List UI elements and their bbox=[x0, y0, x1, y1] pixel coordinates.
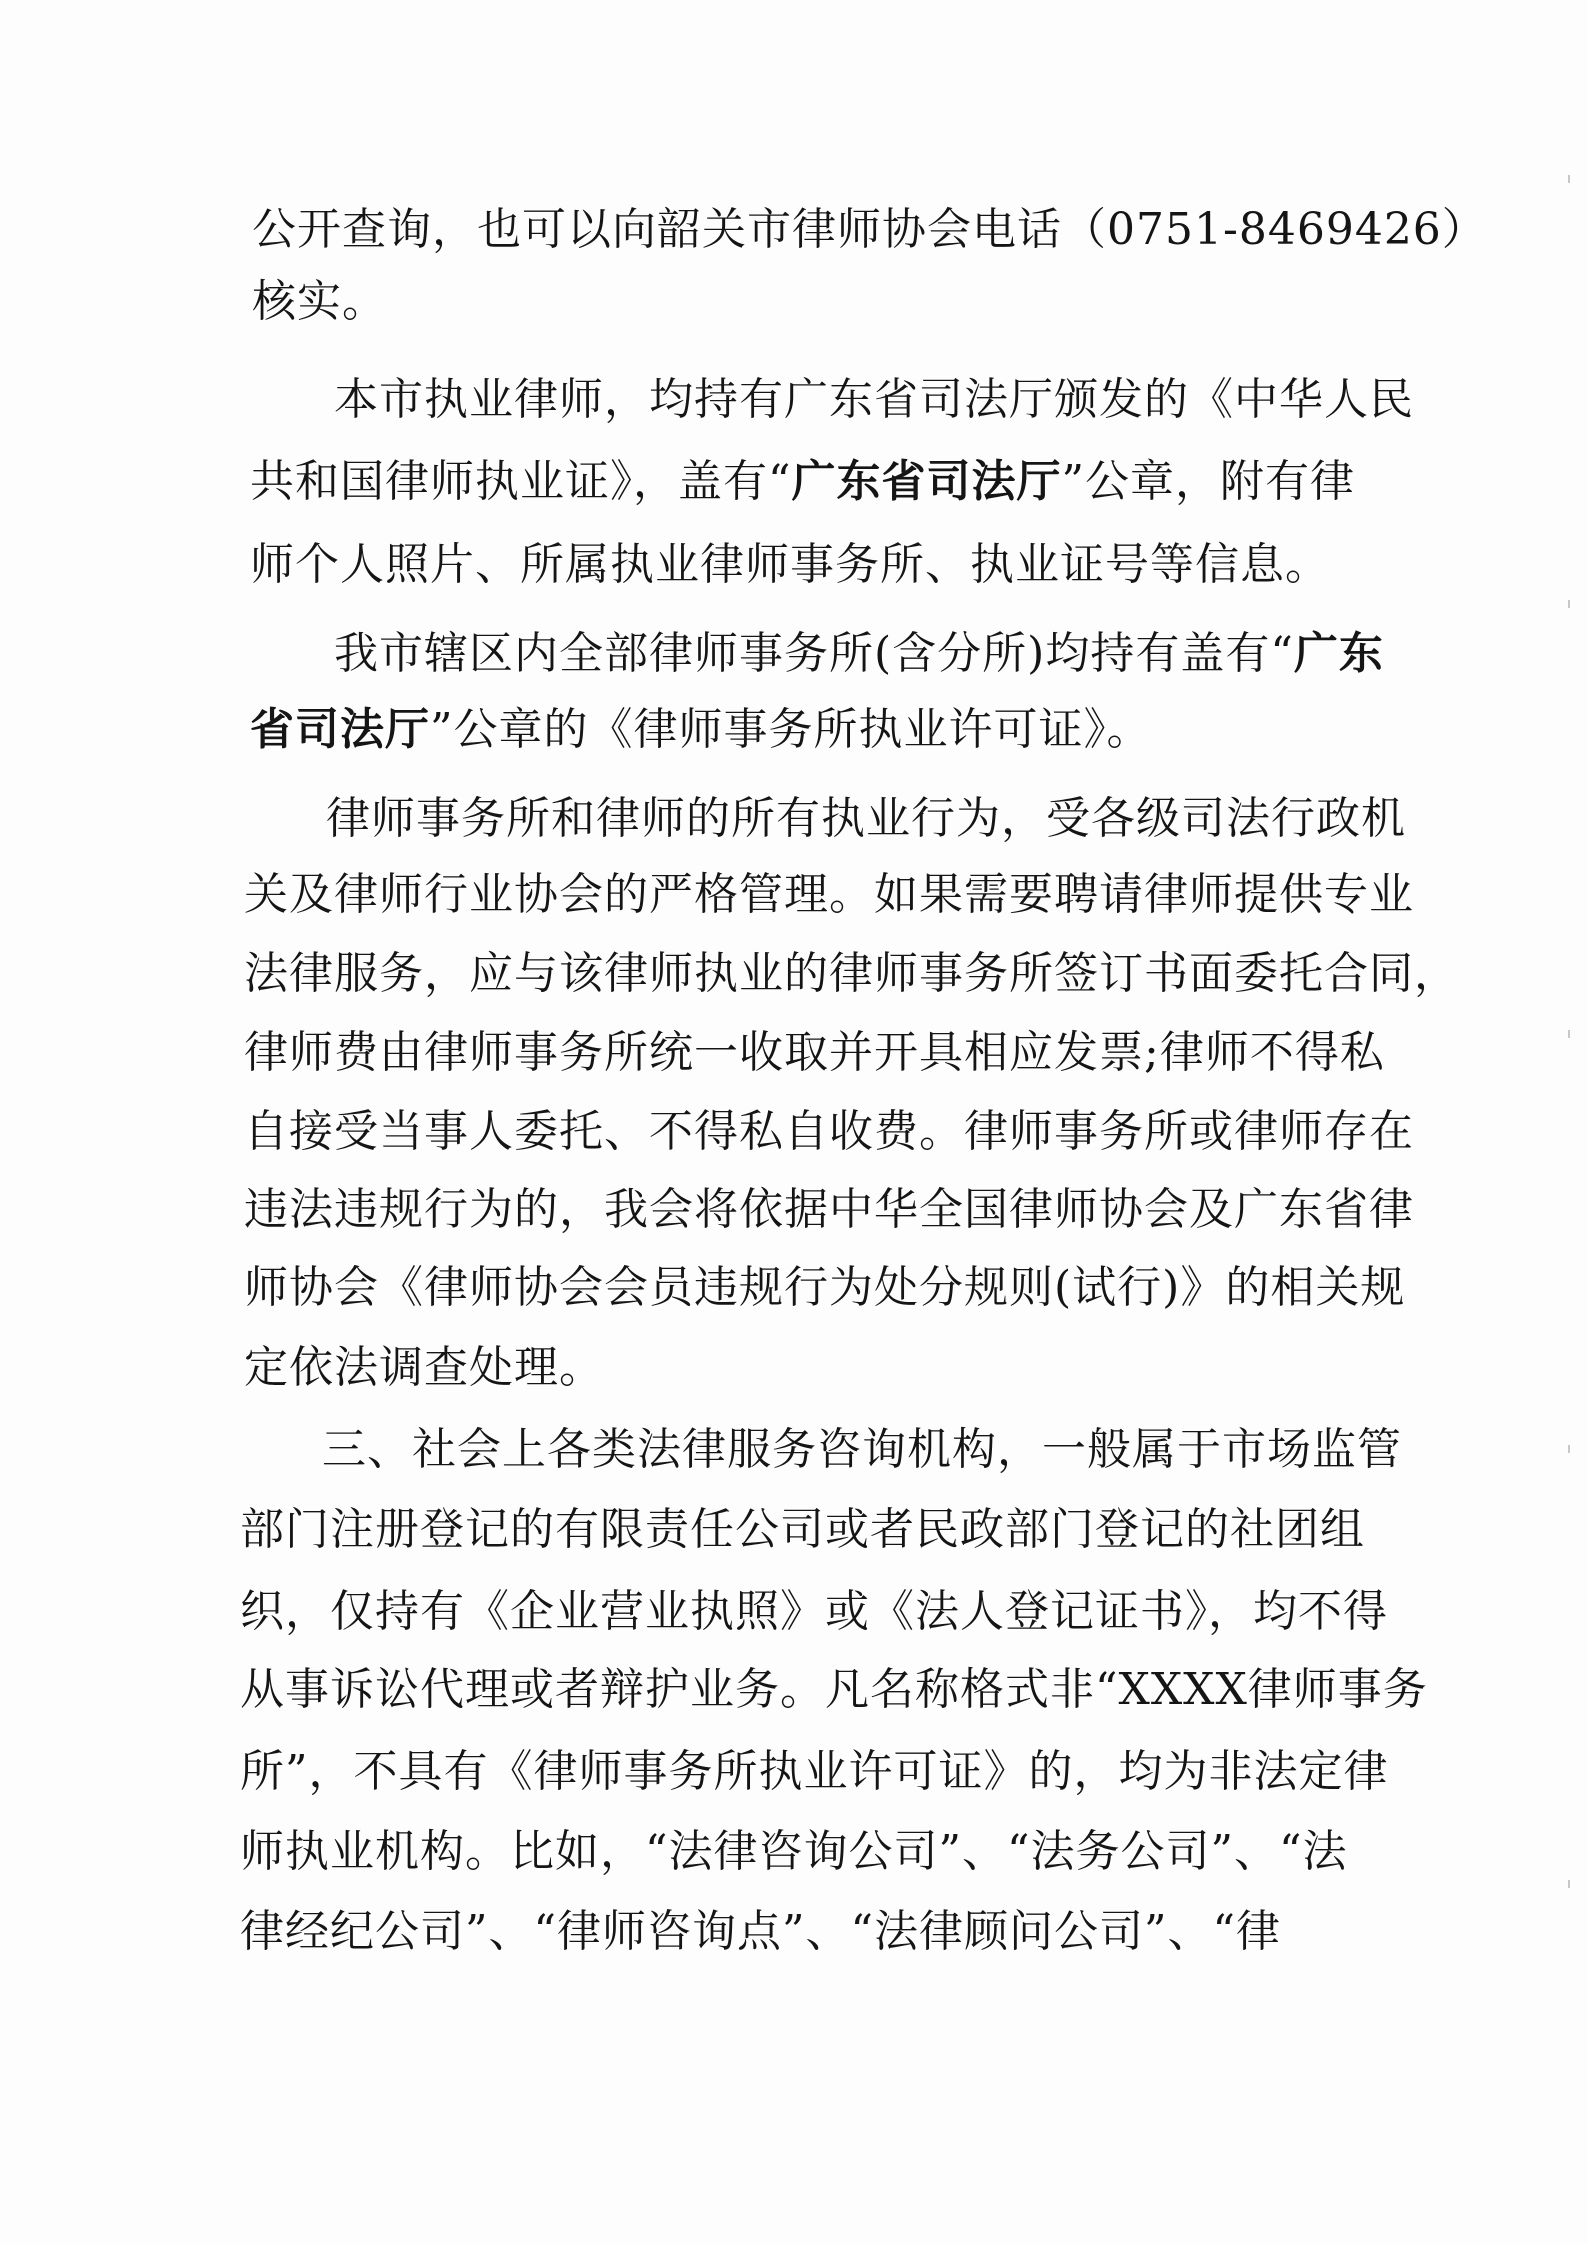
text-line: 师协会《律师协会会员违规行为处分规则(试行)》的相关规 bbox=[244, 1262, 1406, 1313]
text-line: 三、社会上各类法律服务咨询机构，一般属于市场监管 bbox=[322, 1424, 1402, 1475]
text-line bbox=[250, 700, 1152, 760]
text-line bbox=[334, 624, 1384, 684]
text-line: 定依法调查处理。 bbox=[244, 1342, 604, 1393]
text-segment: ”公章，附有律 bbox=[1061, 456, 1355, 507]
text-line: 法律服务，应与该律师执业的律师事务所签订书面委托合同， bbox=[244, 948, 1459, 999]
text-line: 公开查询，也可以向韶关市律师协会电话（0751-8469426） bbox=[252, 204, 1487, 255]
bold-text-segment: 广东 bbox=[1293, 628, 1384, 679]
text-line: 自接受当事人委托、不得私自收费。律师事务所或律师存在 bbox=[244, 1106, 1414, 1157]
text-segment: 我市辖区内全部律师事务所(含分所)均持有盖有“ bbox=[334, 628, 1294, 679]
scan-mark bbox=[1568, 175, 1570, 183]
text-line: 关及律师行业协会的严格管理。如果需要聘请律师提供专业 bbox=[244, 869, 1414, 920]
text-segment: 共和国律师执业证》，盖有“ bbox=[250, 456, 792, 507]
bold-text-segment: 广东省司法厅 bbox=[791, 456, 1062, 507]
bold-text-segment: 省司法厅 bbox=[250, 704, 430, 755]
scan-mark bbox=[1568, 1030, 1570, 1038]
text-line: 律师费由律师事务所统一收取并开具相应发票;律师不得私 bbox=[244, 1027, 1385, 1078]
text-line bbox=[250, 452, 1355, 512]
text-line: 师执业机构。比如，“法律咨询公司”、“法务公司”、“法 bbox=[240, 1826, 1348, 1877]
scan-mark bbox=[1568, 600, 1570, 608]
text-line: 织，仅持有《企业营业执照》或《法人登记证书》，均不得 bbox=[240, 1586, 1388, 1637]
text-line: 本市执业律师，均持有广东省司法厅颁发的《中华人民 bbox=[334, 374, 1414, 425]
text-line: 核实。 bbox=[252, 276, 387, 327]
text-line: 律经纪公司”、“律师咨询点”、“法律顾问公司”、“律 bbox=[240, 1906, 1281, 1957]
text-line: 违法违规行为的，我会将依据中华全国律师协会及广东省律 bbox=[244, 1184, 1414, 1235]
scan-mark bbox=[1568, 1445, 1570, 1453]
text-line: 师个人照片、所属执业律师事务所、执业证号等信息。 bbox=[250, 539, 1330, 590]
text-line: 律师事务所和律师的所有执业行为，受各级司法行政机 bbox=[326, 793, 1406, 844]
text-line: 从事诉讼代理或者辩护业务。凡名称格式非“XXXX律师事务 bbox=[240, 1664, 1428, 1715]
text-line: 部门注册登记的有限责任公司或者民政部门登记的社团组 bbox=[240, 1504, 1365, 1555]
text-segment: ”公章的《律师事务所执业许可证》。 bbox=[430, 704, 1152, 755]
scan-mark bbox=[1568, 1880, 1570, 1888]
text-line: 所”，不具有《律师事务所执业许可证》的，均为非法定律 bbox=[240, 1746, 1389, 1797]
